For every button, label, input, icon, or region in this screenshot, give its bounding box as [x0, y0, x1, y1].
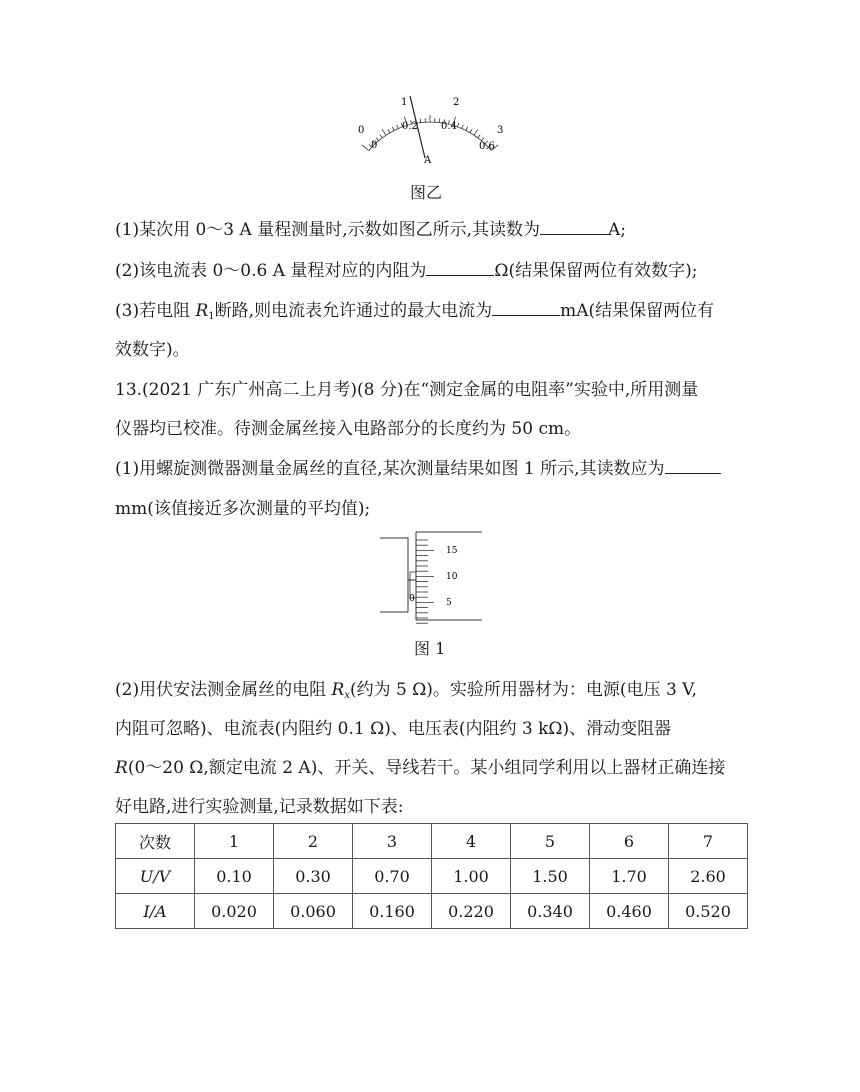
table-row-label: I/A	[116, 894, 195, 929]
dial-tick	[470, 129, 472, 132]
dial-tick	[474, 129, 478, 135]
dial-scale	[362, 115, 498, 151]
answer-blank[interactable]	[665, 457, 721, 474]
table-cell: 1.50	[511, 859, 590, 894]
dial-label-bottom-1: 0.2	[402, 121, 418, 132]
q12-part3: (3)若电阻 $R_1$断路,则电流表允许通过的最大电流为 mA(结果保留两位有	[115, 301, 715, 322]
table-cell: 0.060	[274, 894, 353, 929]
q13-part1-line2: mm(该值接近多次测量的平均值);	[115, 499, 371, 519]
ammeter-dial-figure	[340, 90, 520, 170]
dial-label-top-3: 3	[497, 125, 504, 136]
table-cell: 0.70	[353, 859, 432, 894]
dial-tick	[362, 145, 369, 151]
dial-tick	[466, 127, 468, 131]
table-cell: 1.00	[432, 859, 511, 894]
dial-tick	[380, 135, 382, 138]
table-header-cell: 2	[274, 824, 353, 859]
q13-intro-line2: 仪器均已校准。待测金属丝接入电路部分的长度约为 50 cm。	[115, 419, 582, 439]
micrometer-figure	[378, 528, 484, 624]
q12-part2: (2)该电流表 0～0.6 A 量程对应的内阻为 Ω(结果保留两位有效数字);	[115, 261, 698, 281]
dial-tick	[382, 129, 386, 135]
q13-part2-line4: 好电路,进行实验测量,记录数据如下表:	[115, 797, 404, 817]
table-cell: 2.60	[669, 859, 748, 894]
table-cell: 0.020	[195, 894, 274, 929]
figure-yi-caption: 图乙	[410, 183, 443, 202]
micrometer-thimble-scale	[416, 540, 434, 623]
table-row	[116, 894, 748, 929]
dial-tick	[457, 123, 458, 127]
table-header-cell: 4	[432, 824, 511, 859]
dial-label-top-1: 1	[401, 97, 408, 108]
q13-part2-line3: R(0～20 Ω,额定电流 2 A)、开关、导线若干。某小组同学利用以上器材正确连接	[115, 758, 726, 778]
dial-tick	[392, 127, 394, 131]
figure-1-caption: 图 1	[414, 639, 446, 658]
table-row	[116, 859, 748, 894]
table-cell: 0.460	[590, 894, 669, 929]
q13-intro-line1: 13.(2021 广东广州高二上月考)(8 分)在“测定金属的电阻率”实验中,所用测量	[115, 380, 699, 400]
thimble-label-5: 5	[446, 598, 452, 608]
table-row-label: U/V	[116, 859, 195, 894]
table-header-cell: 6	[590, 824, 669, 859]
table-cell: 0.30	[274, 859, 353, 894]
table-cell: 1.70	[590, 859, 669, 894]
dial-arc	[369, 122, 492, 151]
q12-part3-cont: 效数字)。	[115, 340, 190, 360]
dial-tick	[462, 125, 464, 129]
table-cell: 0.340	[511, 894, 590, 929]
table-header-cell: 1	[195, 824, 274, 859]
table-header-cell: 3	[353, 824, 432, 859]
table-header-cell: 次数	[116, 824, 195, 859]
dial-tick	[388, 129, 390, 132]
table-header-cell: 5	[511, 824, 590, 859]
dial-label-bottom-0: 0	[371, 140, 378, 151]
q13-part2-line1: (2)用伏安法测金属丝的电阻 $R_x$(约为 5 Ω)。实验所用器材为：电源(电压 3 V,	[115, 680, 697, 701]
dial-label-bottom-2: 0.4	[441, 121, 457, 132]
dial-tick	[478, 135, 480, 138]
table-header-cell: 7	[669, 824, 748, 859]
dial-tick	[397, 125, 399, 129]
table-cell: 0.10	[195, 859, 274, 894]
dial-label-top-0: 0	[358, 125, 365, 136]
q13-part2-line2: 内阻可忽略)、电流表(内阻约 0.1 Ω)、电压表(内阻约 3 kΩ)、滑动变阻器	[115, 719, 672, 739]
table-header-row	[116, 824, 748, 859]
dial-label-top-2: 2	[453, 97, 460, 108]
q12-part1: (1)某次用 0～3 A 量程测量时,示数如图乙所示,其读数为 A;	[115, 220, 627, 240]
sleeve-label-0: 0	[409, 594, 415, 604]
thimble-label-15: 15	[446, 546, 458, 556]
dial-unit-label: A	[424, 155, 432, 166]
table-cell: 0.160	[353, 894, 432, 929]
answer-blank[interactable]	[426, 259, 494, 276]
q13-part1-line1: (1)用螺旋测微器测量金属丝的直径,某次测量结果如图 1 所示,其读数应为	[115, 457, 721, 481]
answer-blank[interactable]	[492, 299, 560, 316]
thimble-label-10: 10	[446, 572, 458, 582]
data-table	[115, 823, 748, 929]
dial-label-bottom-3: 0.6	[479, 141, 495, 152]
table-cell: 0.520	[669, 894, 748, 929]
table-cell: 0.220	[432, 894, 511, 929]
answer-blank[interactable]	[540, 218, 608, 235]
